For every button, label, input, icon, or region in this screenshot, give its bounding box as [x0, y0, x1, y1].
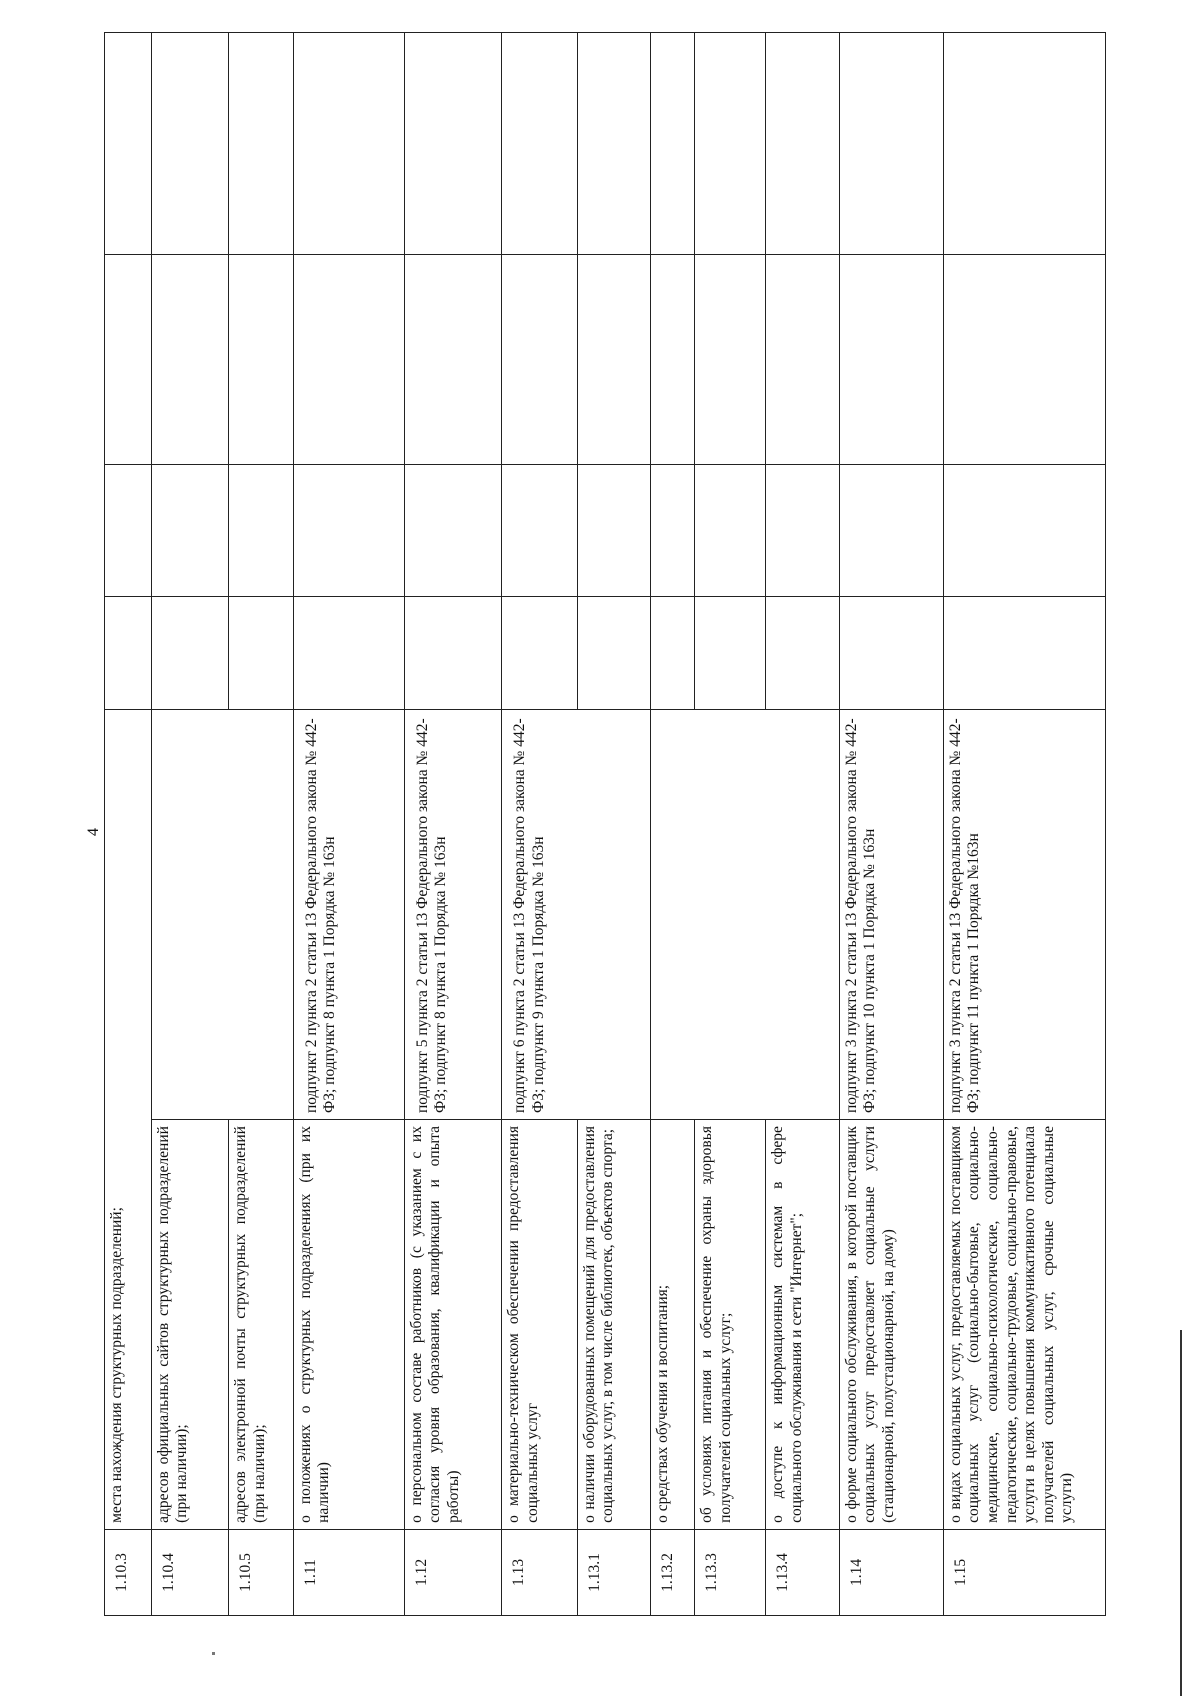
row-number: 1.11: [293, 1529, 404, 1615]
row-number: 1.13.2: [650, 1529, 694, 1615]
table-cell: [151, 464, 229, 596]
table-cell: [404, 255, 502, 464]
table-cell: [695, 597, 766, 710]
table-cell: [577, 33, 650, 255]
table-cell: [650, 255, 694, 464]
table-cell: [229, 597, 293, 710]
scan-mark: [212, 1652, 215, 1655]
table-cell: [293, 464, 404, 596]
row-description: адресов официальных сайтов структурных подразделений (при наличии);: [151, 1120, 229, 1530]
table-row: [293, 33, 404, 1616]
table-cell: [151, 255, 229, 464]
requirements-table: [104, 32, 1106, 1616]
table-cell: [695, 464, 766, 596]
row-description: о видах социальных услуг, предоставляемых поставщиком социальных услуг (социально-бытовые, социально-медицинские, социально-психологические, социально-педагогические, социально-трудовые, социально-правовые, услуги в целях повышения коммуникативного потенциала получателей социальных услуг, срочные социальные услуги): [943, 1120, 1105, 1530]
row-description: о положениях о структурных подразделениях (при их наличии): [293, 1120, 404, 1530]
row-description: о форме социального обслуживания, в которой поставщик социальных услуг предоставляет социальные услуги (стационарной, полустационарной, на дому): [839, 1120, 943, 1530]
table-cell: [650, 33, 694, 255]
table-cell: [839, 255, 943, 464]
table-cell: [105, 464, 152, 596]
row-number: 1.10.3: [105, 1529, 152, 1615]
table-cell: [650, 597, 694, 710]
table-cell: [766, 597, 839, 710]
table-cell: [293, 33, 404, 255]
row-description: места нахождения структурных подразделений;: [105, 710, 152, 1530]
table-row: [502, 33, 577, 1616]
table-cell: [943, 464, 1105, 596]
table-cell: [943, 255, 1105, 464]
row-description: адресов электронной почты структурных подразделений (при наличии);: [229, 1120, 293, 1530]
table-cell: [502, 464, 577, 596]
row-description: о персональном составе работников (с указанием с их согласия уровня образования, квалификации и опыта работы): [404, 1120, 502, 1530]
row-number: 1.14: [839, 1529, 943, 1615]
row-number: 1.13.3: [695, 1529, 766, 1615]
table-cell: [839, 33, 943, 255]
row-basis: подпункт 5 пункта 2 статьи 13 Федерального закона № 442-ФЗ; подпункт 8 пункта 1 Порядка № 163н: [413, 718, 450, 1114]
table-cell: [151, 33, 229, 255]
row-number: 1.12: [404, 1529, 502, 1615]
row-description: о доступе к информационным системам в сфере социального обслуживания и сети "Интернет";: [766, 1120, 839, 1530]
table-row: [650, 33, 694, 1616]
table-cell: [502, 255, 577, 464]
row-basis: подпункт 6 пункта 2 статьи 13 Федерального закона № 442-ФЗ; подпункт 9 пункта 1 Порядка № 163н: [511, 718, 547, 1114]
table-cell: [766, 33, 839, 255]
table-cell: [293, 255, 404, 464]
row-description: о материально-техническом обеспечении предоставления социальных услуг: [502, 1120, 577, 1530]
row-basis: подпункт 3 пункта 2 статьи 13 Федерального закона № 442-ФЗ; подпункт 11 пункта 1 Порядка №163н: [943, 710, 1105, 1120]
row-description: о средствах обучения и воспитания;: [650, 1120, 694, 1530]
row-basis: подпункт 2 пункта 2 статьи 13 Федерального закона № 442-ФЗ; подпункт 8 пункта 1 Порядка № 163н: [302, 718, 339, 1114]
table-row: [404, 33, 502, 1616]
table-row: [105, 33, 152, 1616]
row-number: 1.10.4: [151, 1529, 229, 1615]
row-description: о наличии оборудованных помещений для предоставления социальных услуг, в том числе библиотек, объектов спорта;: [577, 1120, 650, 1530]
table-cell: [577, 597, 650, 710]
table-cell: [502, 597, 577, 710]
table-cell: [766, 255, 839, 464]
row-number: 1.15: [943, 1529, 1105, 1615]
table-cell: [650, 464, 694, 596]
table-cell: [229, 464, 293, 596]
page-number: 4: [85, 828, 102, 836]
table-cell: [766, 464, 839, 596]
table-cell: [502, 33, 577, 255]
table-cell: [151, 597, 229, 710]
table-cell: [943, 33, 1105, 255]
table-row: [839, 33, 943, 1616]
row-basis: [650, 710, 839, 1120]
table-cell: [943, 597, 1105, 710]
row-number: 1.13.1: [577, 1529, 650, 1615]
table-cell: [839, 464, 943, 596]
table-cell: [105, 255, 152, 464]
table-cell: [839, 597, 943, 710]
row-basis: подпункт 3 пункта 2 статьи 13 Федерального закона № 442-ФЗ; подпункт 10 пункта 1 Порядка № 163н: [839, 710, 943, 1120]
table-cell: [577, 255, 650, 464]
table-cell: [105, 33, 152, 255]
row-description: об условиях питания и обеспечение охраны здоровья получателей социальных услуг;: [695, 1120, 766, 1530]
table-cell: [404, 597, 502, 710]
table-cell: [105, 597, 152, 710]
table-cell: [404, 464, 502, 596]
table-cell: [404, 33, 502, 255]
table-row: [943, 33, 1105, 1616]
table-cell: [293, 597, 404, 710]
row-number: 1.13.4: [766, 1529, 839, 1615]
table-cell: [229, 33, 293, 255]
table-cell: [695, 255, 766, 464]
table-cell: [229, 255, 293, 464]
row-basis: [151, 710, 293, 1120]
table-row: [151, 33, 229, 1616]
table-cell: [695, 33, 766, 255]
row-number: 1.10.5: [229, 1529, 293, 1615]
table-cell: [577, 464, 650, 596]
row-number: 1.13: [502, 1529, 577, 1615]
page-edge-line: [1180, 1330, 1182, 1696]
